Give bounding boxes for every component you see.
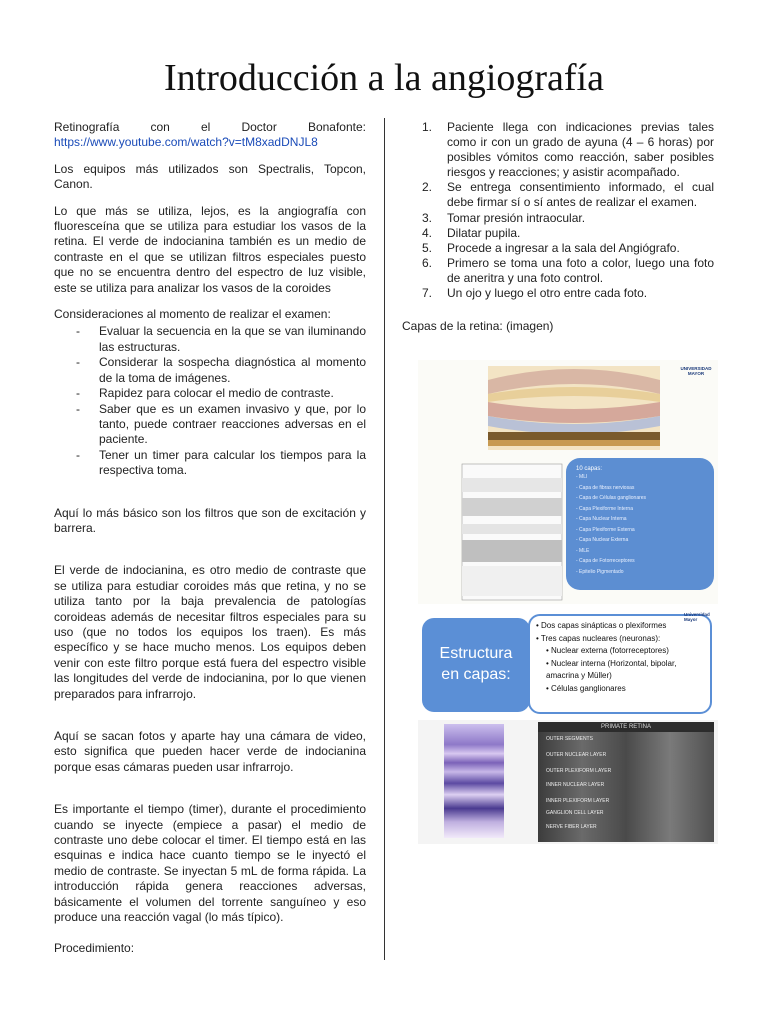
layer-label: GANGLION CELL LAYER bbox=[546, 810, 604, 816]
list-item: - Epitelio Pigmentado bbox=[576, 568, 624, 575]
list-item: - MLI bbox=[576, 474, 588, 480]
page-title: Introducción a la angiografía bbox=[164, 57, 604, 99]
list-item: - Capa Plexiforme Interna bbox=[576, 505, 633, 512]
layers-box bbox=[566, 458, 714, 590]
list-item bbox=[402, 120, 714, 180]
universidad-mayor-logo: UNIVERSIDAD MAYOR bbox=[680, 366, 712, 376]
structure-figure bbox=[418, 612, 718, 718]
step-text: Un ojo y luego el otro entre cada foto. bbox=[447, 286, 648, 301]
left-column bbox=[54, 120, 366, 936]
list-item: - Capa Nuclear Interna bbox=[576, 516, 627, 522]
structure-title-line: Estructura bbox=[439, 645, 513, 662]
universidad-mayor-logo: Universidad Mayor bbox=[684, 612, 710, 622]
considerations-list bbox=[54, 324, 366, 478]
step-text: Dilatar pupila. bbox=[447, 225, 521, 240]
step-number: 2. bbox=[422, 180, 433, 195]
list-item: - Capa Plexiforme Externa bbox=[576, 526, 635, 533]
right-column bbox=[402, 120, 714, 334]
layers-box-title: 10 capas: bbox=[576, 466, 603, 472]
list-item bbox=[402, 226, 714, 241]
paragraph-consideraciones: Consideraciones al momento de realizar el examen: bbox=[54, 307, 331, 322]
step-number: 1. bbox=[422, 120, 433, 134]
step-text: Se entrega consentimiento informado, el cual debe firmar sí o sí antes de realizar el examen. bbox=[447, 180, 714, 210]
paragraph-fluoresceina: Lo que más se utiliza, lejos, es la angiografía con fluoresceína que se utiliza para estudiar los vasos de la retina. El verde de indocianina también es un medio de contraste en el que se utilizan filtros especiales puesto que no se encuentra dentro del espectro de luz visible, este se utiliza para analizar los vasos de la coroides bbox=[54, 203, 366, 295]
structure-bullets bbox=[528, 614, 712, 714]
list-item: - MLE bbox=[576, 547, 590, 554]
step-text: Paciente llega con indicaciones previas tales como ir con un grado de ayuna (4 – 6 horas) por posibles vómitos como reacción, saber posibles riesgos y reacciones; y asistir acompañado. bbox=[447, 120, 714, 180]
step-number: 7. bbox=[422, 286, 433, 301]
layer-label: INNER NUCLEAR LAYER bbox=[546, 782, 605, 788]
list-item bbox=[402, 286, 714, 301]
layer-label: INNER PLEXIFORM LAYER bbox=[546, 798, 610, 804]
list-item: - Capa de Fotorreceptores bbox=[576, 558, 635, 564]
primate-retina-header: PRIMATE RETINA bbox=[538, 722, 714, 732]
procedure-steps bbox=[402, 120, 714, 301]
step-number: 6. bbox=[422, 255, 433, 270]
layer-label: OUTER SEGMENTS bbox=[546, 736, 593, 742]
list-item bbox=[402, 256, 714, 286]
list-item: - Evaluar la secuencia en la que se van iluminando las estructuras. bbox=[54, 324, 366, 355]
list-item: • Nuclear externa (fotorreceptores) bbox=[536, 645, 704, 658]
list-item bbox=[402, 211, 714, 226]
list-item: • Tres capas nucleares (neuronas): bbox=[536, 633, 704, 646]
list-item: - Capa Nuclear Externa bbox=[576, 537, 629, 543]
figure-caption: Capas de la retina: (imagen) bbox=[402, 319, 554, 334]
step-number: 3. bbox=[422, 210, 433, 225]
retina-layers-figure bbox=[418, 360, 718, 604]
structure-title-box bbox=[422, 618, 530, 712]
step-text: Procede a ingresar a la sala del Angiógrafo. bbox=[447, 240, 680, 255]
paragraph-procedimiento: Procedimiento: bbox=[54, 941, 135, 955]
list-item: - Rapidez para colocar el medio de contraste. bbox=[54, 386, 366, 401]
list-item: - Capa de Células ganglionares bbox=[576, 495, 647, 501]
intro-text: Retinografía con el Doctor Bonafonte: bbox=[54, 120, 366, 134]
paragraph-filtros: Aquí lo más básico son los filtros que son de excitación y barrera. bbox=[54, 505, 366, 535]
histology-image bbox=[444, 724, 504, 838]
list-item: - Saber que es un examen invasivo y que, por lo tanto, puede contraer reacciones adversas en el paciente. bbox=[54, 402, 366, 448]
histology-figure bbox=[418, 720, 718, 844]
intro-paragraph bbox=[54, 120, 366, 151]
list-item: • Células ganglionares bbox=[536, 683, 704, 696]
list-item: - Capa de fibras nerviosas bbox=[576, 484, 635, 491]
list-item: - Tener un timer para calcular los tiempos para la respectiva toma. bbox=[54, 448, 366, 479]
list-item bbox=[402, 241, 714, 256]
list-item: • Dos capas sinápticas o plexiformes bbox=[536, 620, 704, 633]
paragraph-camara: Aquí se sacan fotos y aparte hay una cámara de video, esto significa que pueden hacer verde de indocianina porque esas cámaras pueden usar infrarrojo. bbox=[54, 729, 366, 774]
youtube-link[interactable]: https://www.youtube.com/watch?v=tM8xadDNJL8 bbox=[54, 135, 318, 150]
paragraph-equipos: Los equipos más utilizados son Spectralis, Topcon, Canon. bbox=[54, 161, 366, 192]
layer-label: OUTER NUCLEAR LAYER bbox=[546, 752, 607, 758]
step-text: Tomar presión intraocular. bbox=[447, 210, 586, 225]
layer-label: OUTER PLEXIFORM LAYER bbox=[546, 768, 612, 774]
step-number: 4. bbox=[422, 225, 433, 240]
structure-title-line: en capas: bbox=[441, 666, 511, 683]
list-item: • Nuclear interna (Horizontal, bipolar, amacrina y Müller) bbox=[536, 658, 704, 683]
paragraph-timer: Es importante el tiempo (timer), durante el procedimiento cuando se inyecte (empiece a pasar) el medio de contraste uno debe colocar el timer. El tiempo está en las esquinas e indica hace cuanto tiempo se le inyectó el medio de contraste. Se inyectan 5 mL de forma rápida. La introducción rápida genera reacciones adversas, básicamente el volumen del torrente sanguíneo y eso produce una reacción vagal (lo más típico). bbox=[54, 802, 366, 925]
layer-label: NERVE FIBER LAYER bbox=[546, 824, 597, 830]
paragraph-indocianina: El verde de indocianina, es otro medio de contraste que se utiliza para estudiar coroides más que retina, y no se utiliza tanto por la baja prevalencia de patologías coroideas además de necesitar filtros especiales para su uso (que no todos los equipos los traen). Es más específico y se hace mucho menos. Los equipos deben venir con este filtro porque está fuera del espectro visible las longitudes del verde de indocianina, por lo que vienen preparados para infrarrojo. bbox=[54, 563, 366, 701]
list-item bbox=[402, 180, 714, 210]
list-item: - Considerar la sospecha diagnóstica al momento de la toma de imágenes. bbox=[54, 355, 366, 386]
step-text: Primero se toma una foto a color, luego una foto de aneritra y una foto control. bbox=[447, 255, 714, 285]
column-divider bbox=[384, 118, 385, 960]
step-number: 5. bbox=[422, 240, 433, 255]
primate-retina-image bbox=[538, 722, 714, 842]
